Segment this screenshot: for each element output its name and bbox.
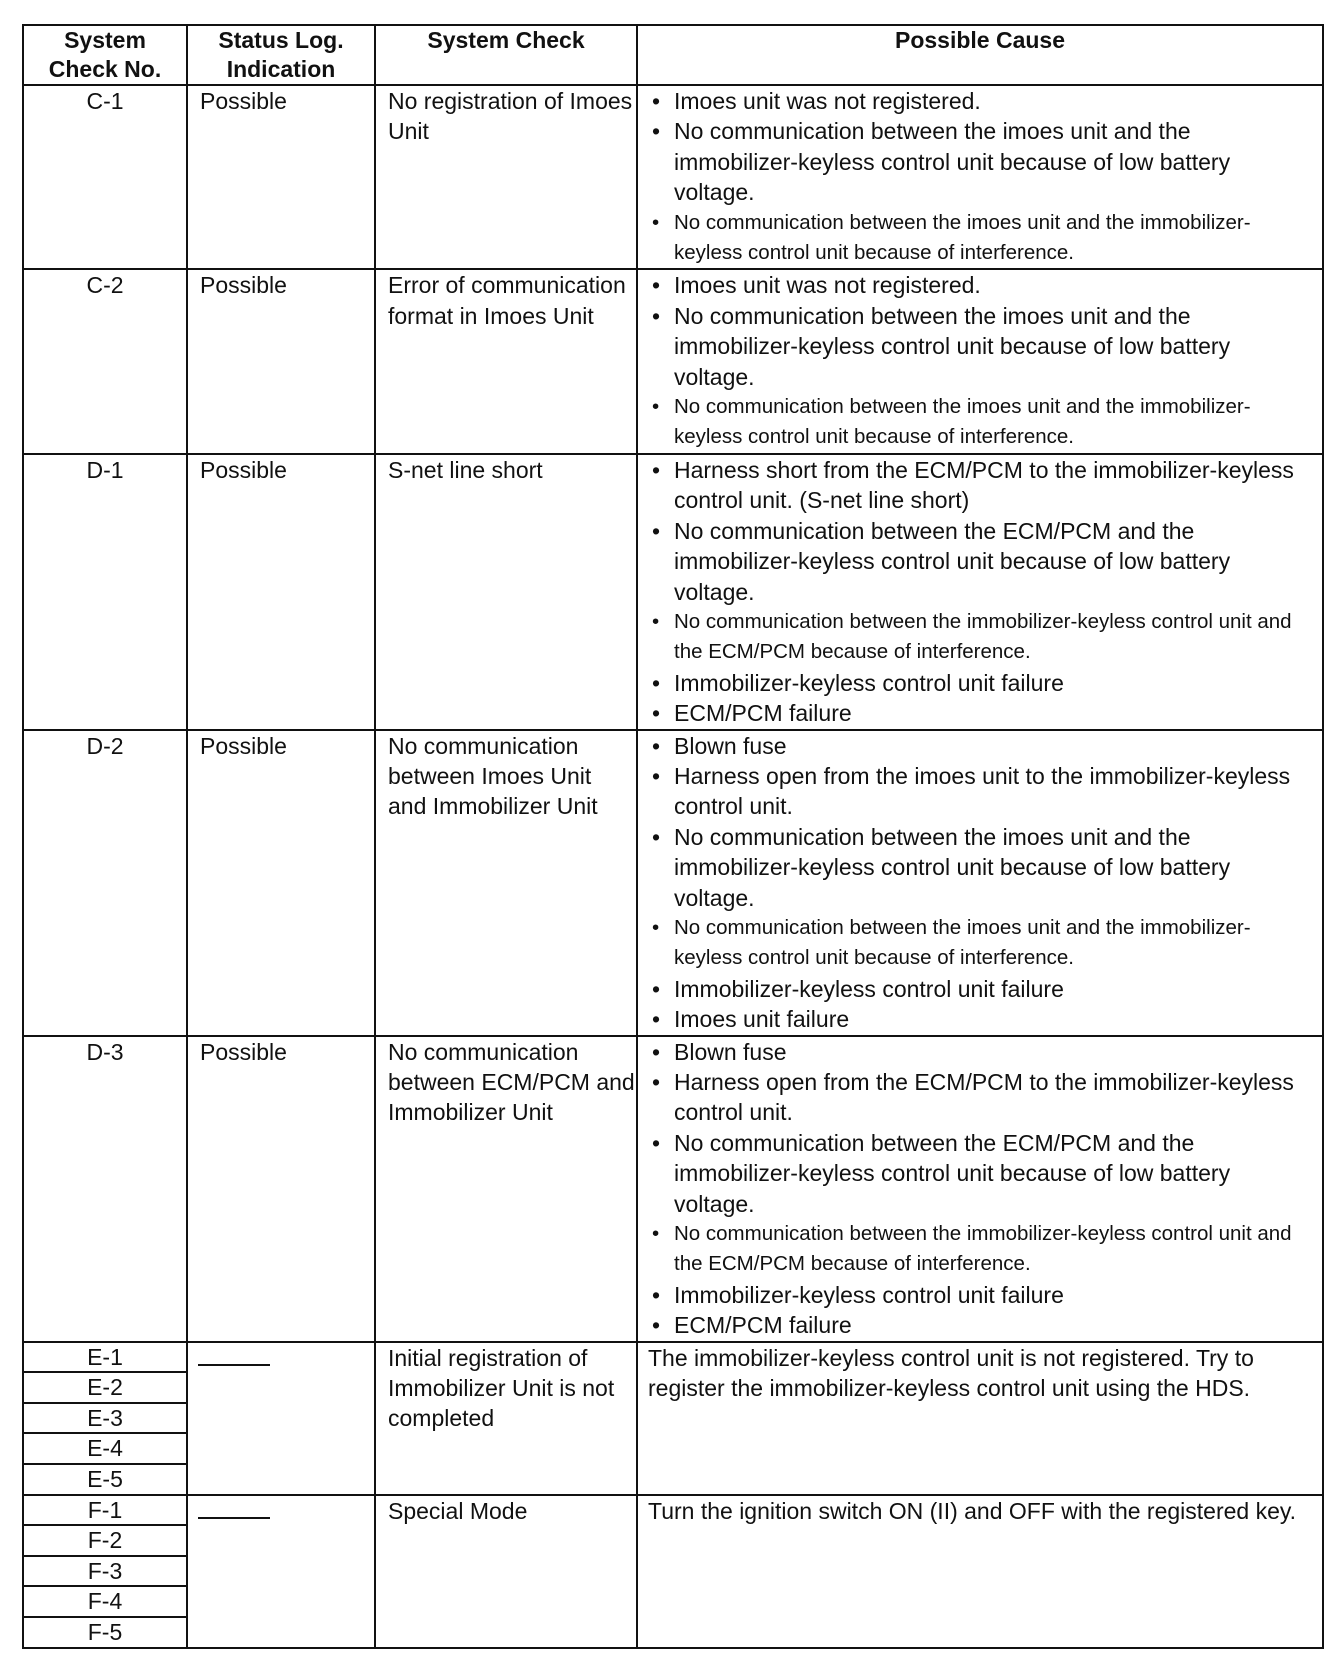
status-log-indication: Possible xyxy=(187,1036,375,1342)
system-check-no: F-3 xyxy=(24,1557,186,1588)
cause-item: • No communication between the ECM/PCM and the immobilizer-keyless control unit because of low battery voltage. xyxy=(648,1128,1316,1219)
cause-item: • Harness short from the ECM/PCM to the immobilizer-keyless control unit. (S-net line short) xyxy=(648,455,1316,516)
cause-item: • ECM/PCM failure xyxy=(648,1310,1316,1340)
dash-mark xyxy=(198,1364,270,1366)
cause-item: • Immobilizer-keyless control unit failure xyxy=(648,974,1316,1004)
system-check-no: E-3 xyxy=(24,1404,186,1435)
cause-item: • Imoes unit was not registered. xyxy=(648,86,1316,116)
possible-cause xyxy=(637,85,1323,269)
cause-item: • Blown fuse xyxy=(648,731,1316,761)
status-log-indication: Possible xyxy=(187,454,375,730)
cause-list xyxy=(648,731,1316,1035)
cause-item: • No communication between the imoes unit and the immobilizer-keyless control unit because of low battery voltage. xyxy=(648,822,1316,913)
system-check-text: S-net line short xyxy=(375,454,637,730)
header-system-check-no: System Check No. xyxy=(23,25,187,85)
cause-item: • No communication between the imoes unit and the immobilizer-keyless control unit because of low battery voltage. xyxy=(648,301,1316,392)
cause-item: • Harness open from the imoes unit to the immobilizer-keyless control unit. xyxy=(648,761,1316,822)
table-row-group xyxy=(23,1342,1323,1495)
system-check-no: E-1 xyxy=(24,1343,186,1374)
header-status-log: Status Log. Indication xyxy=(187,25,375,85)
header-row xyxy=(23,25,1323,85)
possible-cause xyxy=(637,730,1323,1036)
cause-item: • No communication between the imoes unit and the immobilizer-keyless control unit because of interference. xyxy=(648,208,1316,269)
status-log-indication: Possible xyxy=(187,269,375,453)
cause-item: • No communication between the imoes unit and the immobilizer-keyless control unit because of interference. xyxy=(648,913,1316,974)
cause-item: • No communication between the immobilizer-keyless control unit and the ECM/PCM because of interference. xyxy=(648,607,1316,668)
cause-item: • Harness open from the ECM/PCM to the immobilizer-keyless control unit. xyxy=(648,1067,1316,1128)
system-check-text: Error of communication format in Imoes Unit xyxy=(375,269,637,453)
system-check-no: E-4 xyxy=(24,1434,186,1465)
cause-list xyxy=(648,86,1316,268)
system-check-no: F-2 xyxy=(24,1526,186,1557)
system-check-no: F-5 xyxy=(87,1619,123,1645)
header-possible-cause: Possible Cause xyxy=(637,25,1323,85)
cause-item: • Imoes unit was not registered. xyxy=(648,270,1316,300)
possible-cause xyxy=(637,1036,1323,1342)
system-check-text: No communication between ECM/PCM and Immobilizer Unit xyxy=(375,1036,637,1342)
possible-cause xyxy=(637,454,1323,730)
cause-item: • Imoes unit failure xyxy=(648,1004,1316,1034)
system-check-text: Initial registration of Immobilizer Unit is not completed xyxy=(375,1342,637,1495)
table-row xyxy=(23,1036,1323,1342)
system-check-no: E-5 xyxy=(87,1466,123,1493)
table-row-group xyxy=(23,1495,1323,1648)
possible-cause xyxy=(637,269,1323,453)
system-check-no: C-2 xyxy=(23,269,187,453)
system-check-no-group xyxy=(23,1495,187,1648)
system-check-table xyxy=(22,24,1324,1649)
table-row xyxy=(23,454,1323,730)
cause-item: • ECM/PCM failure xyxy=(648,698,1316,728)
possible-cause: The immobilizer-keyless control unit is not registered. Try to register the immobilizer-keyless control unit using the HDS. xyxy=(637,1342,1323,1495)
table-row xyxy=(23,85,1323,269)
status-log-indication: Possible xyxy=(187,85,375,269)
cause-list xyxy=(648,455,1316,729)
system-check-no: D-3 xyxy=(23,1036,187,1342)
system-check-text: Special Mode xyxy=(375,1495,637,1648)
table-row xyxy=(23,269,1323,453)
cause-list xyxy=(648,270,1316,452)
status-log-indication xyxy=(187,1342,375,1495)
system-check-no: E-2 xyxy=(24,1373,186,1404)
system-check-no: D-1 xyxy=(23,454,187,730)
system-check-no-group xyxy=(23,1342,187,1495)
status-log-indication: Possible xyxy=(187,730,375,1036)
cause-item: • Immobilizer-keyless control unit failure xyxy=(648,668,1316,698)
cause-item: • No communication between the imoes unit and the immobilizer-keyless control unit because of low battery voltage. xyxy=(648,116,1316,207)
system-check-no: D-2 xyxy=(23,730,187,1036)
cause-item: • Blown fuse xyxy=(648,1037,1316,1067)
header-system-check: System Check xyxy=(375,25,637,85)
system-check-no: F-1 xyxy=(24,1496,186,1527)
system-check-no: C-1 xyxy=(23,85,187,269)
cause-item: • No communication between the immobilizer-keyless control unit and the ECM/PCM because of interference. xyxy=(648,1219,1316,1280)
system-check-text: No registration of Imoes Unit xyxy=(375,85,637,269)
cause-item: • Immobilizer-keyless control unit failure xyxy=(648,1280,1316,1310)
system-check-no: F-4 xyxy=(24,1587,186,1618)
status-log-indication xyxy=(187,1495,375,1648)
cause-item: • No communication between the imoes unit and the immobilizer-keyless control unit because of interference. xyxy=(648,392,1316,453)
cause-item: • No communication between the ECM/PCM and the immobilizer-keyless control unit because of low battery voltage. xyxy=(648,516,1316,607)
possible-cause: Turn the ignition switch ON (II) and OFF with the registered key. xyxy=(637,1495,1323,1648)
dash-mark xyxy=(198,1517,270,1519)
table-row xyxy=(23,730,1323,1036)
cause-list xyxy=(648,1037,1316,1341)
system-check-text: No communication between Imoes Unit and Immobilizer Unit xyxy=(375,730,637,1036)
